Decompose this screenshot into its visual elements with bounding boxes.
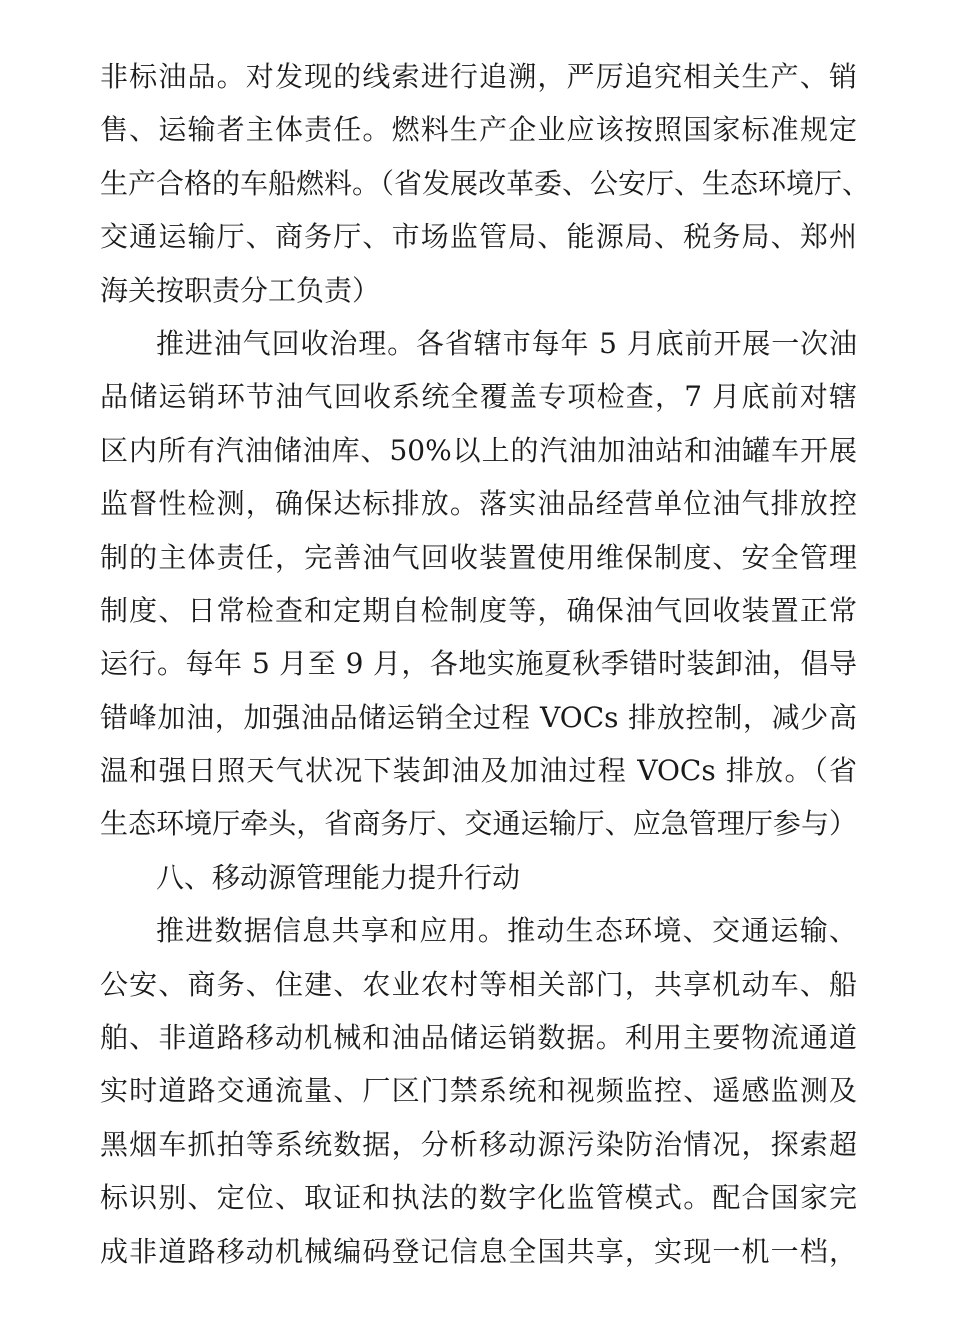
text-line: 海关按职责分工负责）	[100, 273, 381, 307]
text-line: 生产合格的车船燃料。（省发展改革委、公安厅、生态环境厅、	[100, 166, 871, 200]
text-line: 舶、非道路移动机械和油品储运销数据。利用主要物流通道	[100, 1021, 857, 1055]
text-line: 温和强日照天气状况下装卸油及加油过程 VOCs 排放。（省	[100, 754, 857, 788]
text-line: 非标油品。对发现的线索进行追溯，严厉追究相关生产、销	[100, 60, 857, 93]
text-line: 监督性检测，确保达标排放。落实油品经营单位油气排放控	[100, 487, 857, 521]
paragraph-first-line: 推进油气回收治理。各省辖市每年 5 月底前开展一次油	[156, 326, 857, 360]
text-line: 售、运输者主体责任。燃料生产企业应该按照国家标准规定	[100, 113, 857, 147]
section-heading: 八、移动源管理能力提升行动	[156, 860, 521, 894]
text-line: 生态环境厅牵头，省商务厅、交通运输厅、应急管理厅参与）	[100, 807, 857, 841]
text-line: 黑烟车抓拍等系统数据，分析移动源污染防治情况，探索超	[100, 1127, 857, 1161]
text-line: 公安、商务、住建、农业农村等相关部门，共享机动车、船	[100, 967, 857, 1001]
text-line: 错峰加油，加强油品储运销全过程 VOCs 排放控制，减少高	[100, 700, 857, 734]
text-line: 制的主体责任，完善油气回收装置使用维保制度、安全管理	[100, 540, 857, 574]
text-line: 制度、日常检查和定期自检制度等，确保油气回收装置正常	[100, 593, 857, 627]
text-line: 交通运输厅、商务厅、市场监管局、能源局、税务局、郑州	[100, 220, 857, 254]
text-line: 成非道路移动机械编码登记信息全国共享，实现一机一档，	[100, 1234, 857, 1268]
text-line: 标识别、定位、取证和执法的数字化监管模式。配合国家完	[100, 1181, 857, 1215]
paragraph-first-line: 推进数据信息共享和应用。推动生态环境、交通运输、	[156, 914, 857, 948]
text-line: 品储运销环节油气回收系统全覆盖专项检查，7 月底前对辖	[100, 380, 857, 414]
text-line: 区内所有汽油储油库、50%以上的汽油加油站和油罐车开展	[100, 433, 857, 467]
text-line: 实时道路交通流量、厂区门禁系统和视频监控、遥感监测及	[100, 1074, 857, 1108]
text-line: 运行。每年 5 月至 9 月，各地实施夏秋季错时装卸油，倡导	[100, 647, 857, 681]
